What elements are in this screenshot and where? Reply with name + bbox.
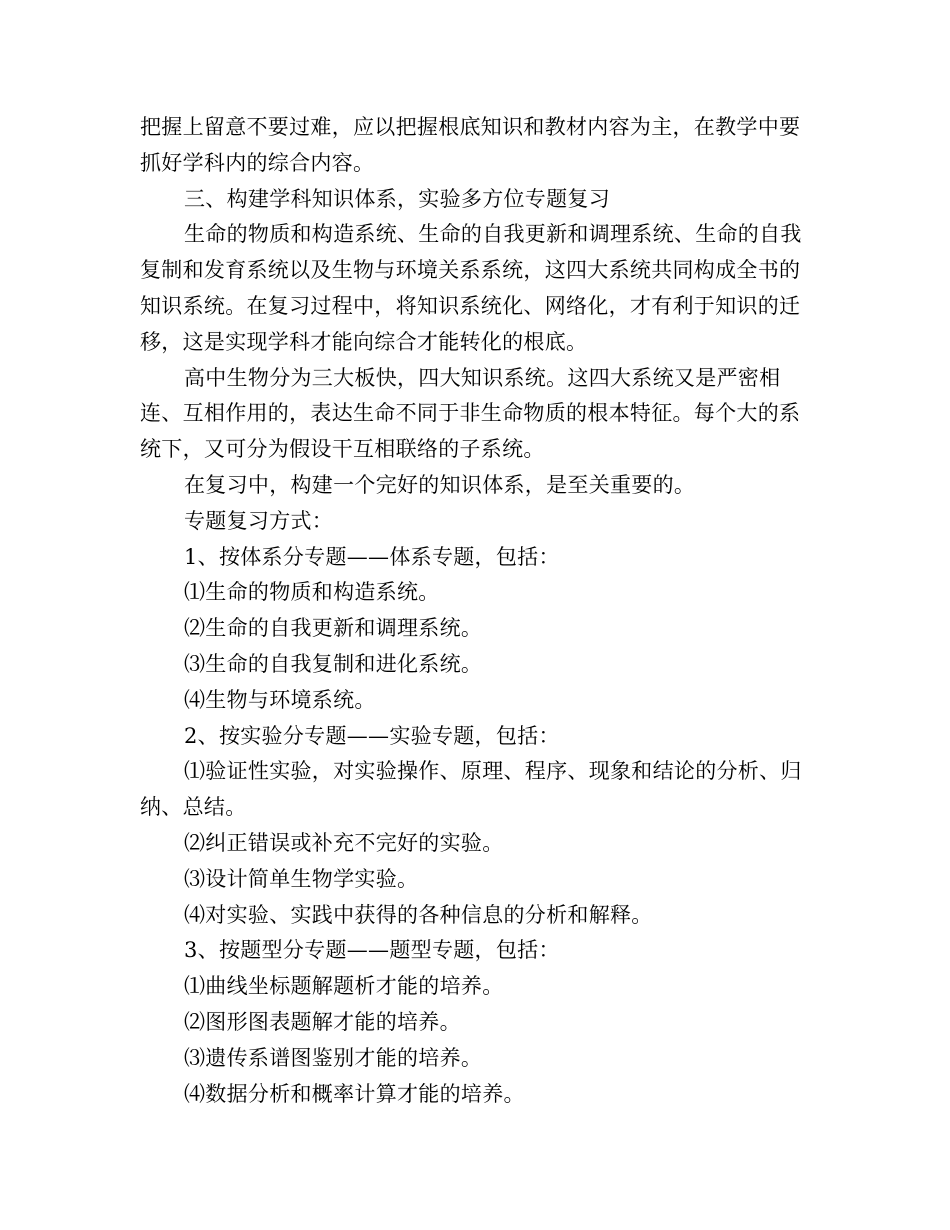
list-heading: 1、按体系分专题——体系专题，包括： [184,544,560,569]
list-item: ⑵生命的自我更新和调理系统。 [184,616,483,641]
list-item: ⑶生命的自我复制和进化系统。 [184,651,483,676]
paragraph: 专题复习方式： [184,508,334,533]
list-item: ⑵图形图表题解才能的培养。 [184,1009,461,1034]
list-item: ⑷生物与环境系统。 [184,687,376,712]
list-item: ⑶设计简单生物学实验。 [184,866,419,891]
paragraph: 生命的物质和构造系统、生命的自我更新和调理系统、生命的自我复制和发育系统以及生物与环境关系系统，这四大系统共同构成全书的知识系统。在复习过程中，将知识系统化、网络化，才有利于知识的迁移，这是实现学科才能向综合才能转化的根底。 [140,222,802,354]
list-item: ⑴验证性实验，对实验操作、原理、程序、现象和结论的分析、归纳、总结。 [140,759,802,820]
paragraph: 把握上留意不要过难，应以把握根底知识和教材内容为主，在教学中要抓好学科内的综合内容。 [140,115,801,175]
paragraph: 高中生物分为三大板快，四大知识系统。这四大系统又是严密相连、互相作用的，表达生命不同于非生命物质的根本特征。每个大的系统下，又可分为假设干互相联络的子系统。 [140,365,801,462]
paragraph: 在复习中，构建一个完好的知识体系，是至关重要的。 [184,472,696,497]
list-item: ⑷对实验、实践中获得的各种信息的分析和解释。 [184,902,653,927]
document-page [140,110,812,1112]
list-item: ⑴生命的物质和构造系统。 [184,580,440,605]
list-heading: 3、按题型分专题——题型专题，包括： [184,938,560,963]
section-heading: 三、构建学科知识体系，实验多方位专题复习 [184,186,610,211]
list-item: ⑷数据分析和概率计算才能的培养。 [184,1081,525,1106]
list-item: ⑶遗传系谱图鉴别才能的培养。 [184,1045,483,1070]
list-heading: 2、按实验分专题——实验专题，包括： [184,723,560,748]
list-item: ⑵纠正错误或补充不完好的实验。 [184,830,504,855]
list-item: ⑴曲线坐标题解题析才能的培养。 [184,974,504,999]
